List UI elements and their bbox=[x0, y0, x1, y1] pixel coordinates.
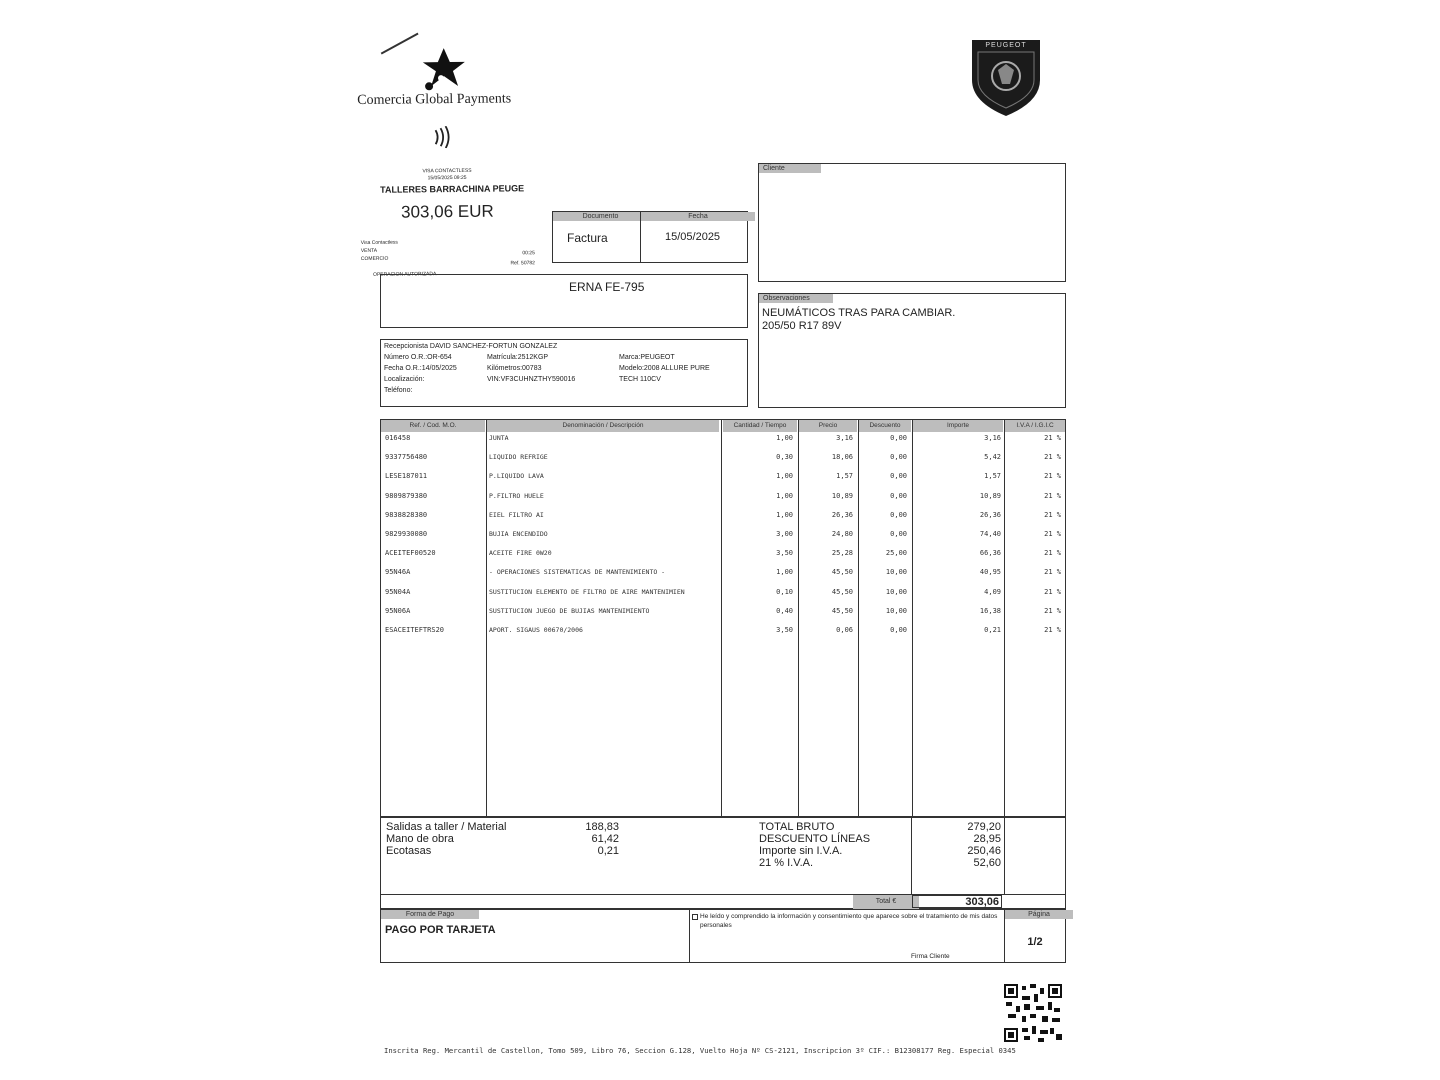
cell-ref: 95N06A bbox=[385, 606, 411, 615]
cell-price: 45,50 bbox=[831, 606, 853, 615]
cell-price: 26,36 bbox=[831, 510, 853, 519]
cell-ref: 95N04A bbox=[385, 587, 411, 596]
document-box bbox=[552, 211, 748, 263]
summary-right-label-3: Importe sin I.V.A. bbox=[759, 845, 843, 857]
cell-disc: 10,00 bbox=[885, 587, 907, 596]
cell-disc: 0,00 bbox=[890, 530, 907, 538]
pen-mark bbox=[381, 33, 419, 55]
or-number: Número O.R.:OR-654 bbox=[384, 354, 452, 361]
cell-vat: 21 % bbox=[1044, 472, 1061, 481]
cell-vat: 21 % bbox=[1044, 549, 1061, 558]
receipt-line-4: OPERACION AUTORIZADA bbox=[373, 271, 437, 278]
cell-price: 18,06 bbox=[831, 453, 853, 462]
header-amount: Importe bbox=[913, 420, 1003, 432]
date-value: 15/05/2025 bbox=[665, 231, 721, 243]
cell-qty: 1,00 bbox=[776, 491, 793, 500]
cell-qty: 1,00 bbox=[776, 510, 793, 519]
header-discount: Descuento bbox=[859, 420, 911, 432]
header-qty: Cantidad / Tiempo bbox=[723, 420, 797, 432]
summary-right-value-1: 279,20 bbox=[967, 821, 1001, 833]
cell-ref: ESACEITEFTRS20 bbox=[385, 626, 445, 634]
observations-box bbox=[758, 293, 1066, 408]
cell-desc: BUJIA ENCENDIDO bbox=[489, 530, 548, 538]
receipt-line-3: COMERCIO bbox=[360, 255, 389, 262]
summary-left-value-1: 188,83 bbox=[585, 821, 619, 833]
items-table bbox=[380, 419, 1066, 817]
payment-label: Forma de Pago bbox=[381, 910, 479, 919]
cell-ref: 9838828380 bbox=[385, 510, 428, 519]
brand-name: PEUGEOT bbox=[985, 42, 1027, 49]
cell-ref: 9829930080 bbox=[385, 530, 428, 538]
date-label: Fecha bbox=[641, 212, 755, 221]
phone: Teléfono: bbox=[384, 387, 413, 394]
doc-value: Factura bbox=[567, 231, 608, 245]
bank-star-icon bbox=[417, 48, 471, 95]
summary-divider bbox=[911, 818, 912, 894]
cell-amount: 1,57 bbox=[984, 472, 1001, 481]
cell-price: 45,50 bbox=[831, 568, 853, 577]
cell-price: 0,06 bbox=[836, 626, 853, 634]
contactless-icon bbox=[432, 126, 456, 148]
summary-right-label-2: DESCUENTO LÍNEAS bbox=[759, 833, 871, 845]
page-label: Página bbox=[1005, 910, 1073, 919]
cell-vat: 21 % bbox=[1044, 587, 1061, 596]
cell-amount: 66,36 bbox=[979, 549, 1001, 558]
cell-price: 45,50 bbox=[831, 587, 853, 596]
summary-left-value-3: 0,21 bbox=[597, 845, 619, 857]
cell-disc: 0,00 bbox=[890, 626, 907, 634]
cell-vat: 21 % bbox=[1044, 568, 1061, 577]
cell-desc: EIEL FILTRO AI bbox=[489, 510, 544, 519]
cell-desc: P.LIQUIDO LAVA bbox=[489, 472, 544, 481]
cell-ref: ACEITEF00520 bbox=[385, 549, 436, 558]
cell-price: 24,80 bbox=[831, 530, 853, 538]
vehicle-box bbox=[380, 274, 748, 328]
cell-disc: 10,00 bbox=[885, 568, 907, 577]
cell-vat: 21 % bbox=[1044, 434, 1061, 442]
cell-qty: 0,30 bbox=[776, 453, 793, 462]
cell-qty: 3,50 bbox=[776, 626, 793, 634]
cell-amount: 5,42 bbox=[984, 453, 1001, 462]
receipt-side-1: 00:25 bbox=[522, 250, 535, 257]
header-desc: Denominación / Descripción bbox=[487, 420, 719, 432]
cell-ref: 95N46A bbox=[385, 568, 411, 577]
footer-registry: Inscrita Reg. Mercantil de Castellon, Tomo 509, Libro 76, Seccion G.128, Vuelto Hoja Nº CS-2121, Inscripcion 3º CIF.: B12308177 Reg. Especial 0345 bbox=[384, 1046, 1016, 1055]
location: Localización: bbox=[384, 376, 425, 383]
cell-amount: 16,38 bbox=[979, 606, 1001, 615]
col-line-1 bbox=[486, 420, 487, 816]
receptionist: Recepcionista DAVID SANCHEZ-FORTUN GONZALEZ bbox=[384, 343, 558, 350]
client-box bbox=[758, 163, 1066, 282]
client-label: Cliente bbox=[759, 164, 821, 173]
total-label: Total € bbox=[853, 895, 919, 910]
cell-desc: SUSTITUCION ELEMENTO DE FILTRO DE AIRE MANTENIMIEN bbox=[489, 587, 685, 596]
cell-vat: 21 % bbox=[1044, 510, 1061, 519]
cell-disc: 25,00 bbox=[885, 549, 907, 558]
summary-left-label-2: Mano de obra bbox=[386, 833, 454, 845]
summary-right-label-4: 21 % I.V.A. bbox=[759, 857, 814, 869]
receipt-line-1: Visa Contactless bbox=[360, 239, 398, 246]
cell-ref: 016458 bbox=[385, 434, 411, 442]
qr-code-icon bbox=[1004, 984, 1062, 1042]
vehicle-text: ERNA FE-795 bbox=[569, 280, 645, 294]
summary-right-value-4: 52,60 bbox=[973, 857, 1001, 869]
cell-qty: 0,40 bbox=[776, 606, 793, 615]
cell-amount: 4,09 bbox=[984, 587, 1001, 596]
km: Kilómetros:00783 bbox=[487, 365, 542, 372]
signature-label: Firma Cliente bbox=[911, 953, 950, 960]
cell-amount: 26,36 bbox=[979, 510, 1001, 519]
model-2: TECH 110CV bbox=[619, 376, 661, 383]
receipt-header-2: 15/05/2025 09:25 bbox=[427, 174, 467, 182]
cell-desc: SUSTITUCION JUEGO DE BUJIAS MANTENIMIENTO bbox=[489, 606, 650, 615]
cell-amount: 3,16 bbox=[984, 434, 1001, 442]
cell-vat: 21 % bbox=[1044, 626, 1061, 634]
summary-right-value-3: 250,46 bbox=[967, 845, 1001, 857]
cell-qty: 1,00 bbox=[776, 568, 793, 577]
bank-logo-text: Comercia Global Payments bbox=[357, 91, 512, 109]
cell-disc: 0,00 bbox=[890, 491, 907, 500]
cell-amount: 40,95 bbox=[979, 568, 1001, 577]
cell-desc: LIQUIDO REFRIGE bbox=[489, 453, 548, 462]
cell-amount: 0,21 bbox=[984, 626, 1001, 634]
cell-desc: P.FILTRO HUELE bbox=[489, 491, 544, 500]
summary-box bbox=[380, 817, 1066, 909]
summary-right-value-2: 28,95 bbox=[973, 833, 1001, 845]
cell-qty: 1,00 bbox=[776, 472, 793, 481]
cell-disc: 0,00 bbox=[890, 453, 907, 462]
cell-qty: 3,00 bbox=[776, 530, 793, 538]
header-ref: Ref. / Cod. M.O. bbox=[381, 420, 485, 432]
cell-ref: LESE187011 bbox=[385, 472, 428, 481]
cell-desc: JUNTA bbox=[489, 434, 509, 442]
receipt-line-2: VENTA bbox=[360, 247, 378, 254]
col-line-2 bbox=[721, 420, 722, 816]
cell-vat: 21 % bbox=[1044, 530, 1061, 538]
cell-ref: 9809879380 bbox=[385, 491, 428, 500]
summary-left-label-3: Ecotasas bbox=[386, 845, 432, 857]
total-value: 303,06 bbox=[912, 895, 1002, 908]
cell-vat: 21 % bbox=[1044, 606, 1061, 615]
cell-vat: 21 % bbox=[1044, 453, 1061, 462]
vin: VIN:VF3CUHNZTHY590016 bbox=[487, 376, 576, 383]
cell-desc: - OPERACIONES SISTEMATICAS DE MANTENIMIENTO - bbox=[489, 568, 666, 577]
cell-qty: 3,50 bbox=[776, 549, 793, 558]
summary-left-label-1: Salidas a taller / Material bbox=[386, 821, 507, 833]
cell-amount: 10,89 bbox=[979, 491, 1001, 500]
observations-line-1: NEUMÁTICOS TRAS PARA CAMBIAR. bbox=[762, 307, 956, 319]
cell-disc: 0,00 bbox=[890, 472, 907, 481]
cell-desc: ACEITE FIRE 0W20 bbox=[489, 549, 552, 558]
receipt-merchant: TALLERES BARRACHINA PEUGE bbox=[380, 183, 525, 195]
doc-label: Documento bbox=[553, 212, 648, 221]
cell-desc: APORT. SIGAUS 00670/2006 bbox=[489, 626, 583, 634]
cell-price: 3,16 bbox=[836, 434, 853, 442]
make: Marca:PEUGEOT bbox=[619, 354, 675, 361]
cell-disc: 0,00 bbox=[890, 510, 907, 519]
doc-divider bbox=[640, 212, 641, 262]
cell-disc: 0,00 bbox=[890, 434, 907, 442]
summary-left-value-2: 61,42 bbox=[591, 833, 619, 845]
page-value: 1/2 bbox=[1027, 936, 1043, 948]
consent-text: He leído y comprendido la información y consentimiento que aparece sobre el tratamiento de mis datos personales bbox=[700, 913, 998, 929]
order-info-box bbox=[380, 339, 748, 407]
observations-label: Observaciones bbox=[759, 294, 833, 303]
cell-qty: 0,10 bbox=[776, 587, 793, 596]
cell-price: 25,28 bbox=[831, 549, 853, 558]
cell-amount: 74,40 bbox=[979, 530, 1001, 538]
observations-line-2: 205/50 R17 89V bbox=[762, 320, 842, 332]
model: Modelo:2008 ALLURE PURE bbox=[619, 365, 710, 372]
plate: Matrícula:2512KGP bbox=[487, 354, 549, 361]
summary-divider-2 bbox=[1004, 818, 1005, 894]
cell-vat: 21 % bbox=[1044, 491, 1061, 500]
cell-qty: 1,00 bbox=[776, 434, 793, 442]
cell-price: 10,89 bbox=[831, 491, 853, 500]
receipt-side-2: Ref. 50782 bbox=[510, 260, 535, 267]
cell-disc: 10,00 bbox=[885, 606, 907, 615]
or-date: Fecha O.R.:14/05/2025 bbox=[384, 365, 457, 372]
payment-box bbox=[380, 909, 1066, 963]
cell-price: 1,57 bbox=[836, 472, 853, 481]
consent-checkbox[interactable] bbox=[692, 914, 698, 920]
header-vat: I.V.A / I.G.I.C bbox=[1005, 420, 1065, 432]
summary-right-label-1: TOTAL BRUTO bbox=[759, 821, 835, 833]
receipt-header-1: VISA CONTACTLESS bbox=[422, 167, 472, 175]
payment-value: PAGO POR TARJETA bbox=[385, 924, 496, 936]
payment-divider bbox=[689, 910, 690, 962]
cell-ref: 9337756480 bbox=[385, 453, 428, 462]
receipt-amount: 303,06 EUR bbox=[400, 201, 494, 222]
header-price: Precio bbox=[799, 420, 857, 432]
